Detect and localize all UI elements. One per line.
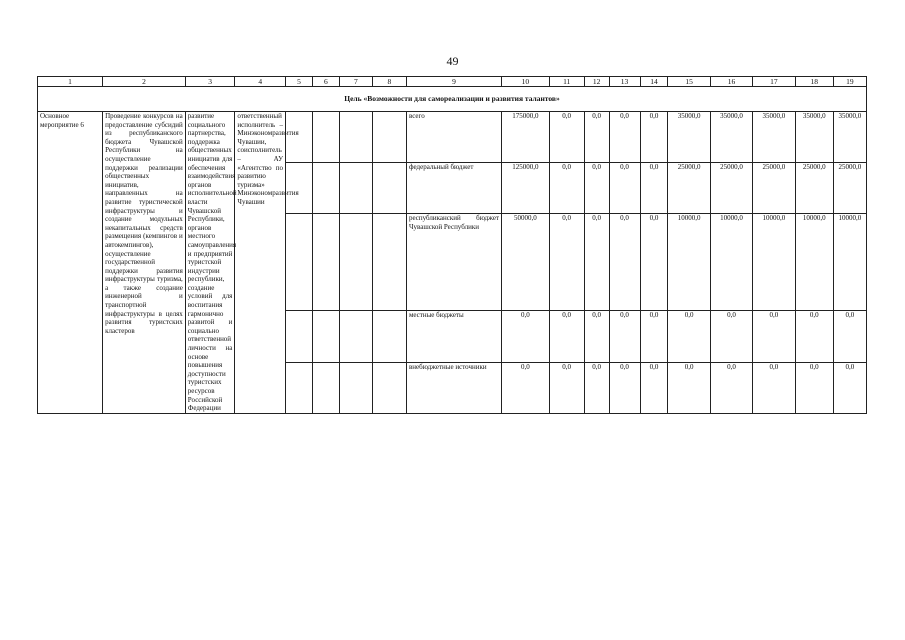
funding-source: внебюджетные источники (406, 362, 501, 413)
column-number: 2 (103, 77, 186, 87)
empty-cell (312, 163, 339, 214)
column-number: 4 (235, 77, 286, 87)
column-number: 10 (502, 77, 550, 87)
value-cell: 0,0 (833, 311, 866, 362)
measure-target: развитие социального партнерства, поддержка общественных инициатив для обеспечения взаимодействия органов исполнительной власти Чувашской Республики, органов местного самоуправления и предприятий туристской индустрии республики, создание условий для воспитания гармонично развитой и социально ответственной личности на основе повышения доступности туристских ресурсов Российской Федерации (185, 112, 235, 414)
column-number: 3 (185, 77, 235, 87)
value-cell: 0,0 (549, 362, 584, 413)
column-number: 12 (584, 77, 609, 87)
value-cell: 0,0 (640, 311, 668, 362)
value-cell: 0,0 (584, 311, 609, 362)
empty-cell (286, 112, 313, 163)
value-cell: 10000,0 (795, 214, 833, 311)
value-cell: 0,0 (795, 311, 833, 362)
goal-row (38, 87, 867, 112)
value-cell: 25000,0 (710, 163, 752, 214)
column-number: 1 (38, 77, 103, 87)
funding-source: всего (406, 112, 501, 163)
value-cell: 0,0 (753, 362, 795, 413)
empty-cell (339, 112, 372, 163)
value-cell: 0,0 (710, 311, 752, 362)
value-cell: 25000,0 (753, 163, 795, 214)
header-row (38, 77, 867, 87)
column-number: 9 (406, 77, 501, 87)
empty-cell (286, 214, 313, 311)
column-number: 7 (339, 77, 372, 87)
value-cell: 0,0 (584, 163, 609, 214)
column-number: 6 (312, 77, 339, 87)
empty-cell (372, 112, 406, 163)
value-cell: 10000,0 (753, 214, 795, 311)
column-number: 18 (795, 77, 833, 87)
empty-cell (286, 311, 313, 362)
table-row (38, 112, 867, 163)
value-cell: 10000,0 (710, 214, 752, 311)
value-cell: 0,0 (640, 214, 668, 311)
value-cell: 0,0 (609, 214, 640, 311)
value-cell: 0,0 (609, 112, 640, 163)
column-number: 13 (609, 77, 640, 87)
value-cell: 25000,0 (795, 163, 833, 214)
empty-cell (372, 311, 406, 362)
measure-name: Проведение конкурсов на предоставление субсидий из республиканского бюджета Чувашской Республики на осуществление поддержки реализации общественных инициатив, направленных на развитие туристической инфраструктуры и создание модульных некапитальных средств размещения (кемпингов и автокемпингов), осуществление государственной поддержки развития инфраструктуры туризма, а также создание инженерной и транспортной инфраструктуры в целях развития туристских кластеров (103, 112, 186, 414)
value-cell: 0,0 (640, 362, 668, 413)
measure-type: Основное мероприятие 6 (38, 112, 103, 414)
empty-cell (372, 214, 406, 311)
value-cell: 0,0 (640, 112, 668, 163)
value-cell: 0,0 (668, 311, 710, 362)
value-cell: 0,0 (753, 311, 795, 362)
value-cell: 0,0 (609, 163, 640, 214)
goal-title: Цель «Возможности для самореализации и развития талантов» (38, 87, 867, 112)
value-cell: 0,0 (549, 112, 584, 163)
value-cell: 0,0 (584, 214, 609, 311)
program-table (37, 76, 867, 414)
value-cell: 35000,0 (668, 112, 710, 163)
funding-source: местные бюджеты (406, 311, 501, 362)
value-cell: 10000,0 (833, 214, 866, 311)
empty-cell (312, 214, 339, 311)
empty-cell (339, 311, 372, 362)
value-cell: 25000,0 (668, 163, 710, 214)
value-cell: 0,0 (609, 311, 640, 362)
value-cell: 50000,0 (502, 214, 550, 311)
empty-cell (339, 163, 372, 214)
empty-cell (312, 362, 339, 413)
value-cell: 0,0 (795, 362, 833, 413)
funding-source: республиканский бюджет Чувашской Республики (406, 214, 501, 311)
column-number: 5 (286, 77, 313, 87)
value-cell: 25000,0 (833, 163, 866, 214)
empty-cell (286, 163, 313, 214)
empty-cell (372, 163, 406, 214)
value-cell: 0,0 (710, 362, 752, 413)
value-cell: 35000,0 (753, 112, 795, 163)
value-cell: 0,0 (584, 112, 609, 163)
empty-cell (312, 112, 339, 163)
column-number: 11 (549, 77, 584, 87)
column-number: 15 (668, 77, 710, 87)
funding-source: федеральный бюджет (406, 163, 501, 214)
value-cell: 0,0 (668, 362, 710, 413)
value-cell: 0,0 (640, 163, 668, 214)
empty-cell (339, 214, 372, 311)
value-cell: 0,0 (609, 362, 640, 413)
value-cell: 0,0 (833, 362, 866, 413)
measure-executor: ответственный исполнитель – Минэкономразвития Чувашии, соисполнитель – АУ «Агентство по развитию туризма» Минэкономразвития Чувашии (235, 112, 286, 414)
value-cell: 0,0 (549, 163, 584, 214)
value-cell: 35000,0 (833, 112, 866, 163)
value-cell: 35000,0 (710, 112, 752, 163)
empty-cell (312, 311, 339, 362)
column-number: 19 (833, 77, 866, 87)
value-cell: 0,0 (549, 311, 584, 362)
empty-cell (286, 362, 313, 413)
column-number: 17 (753, 77, 795, 87)
value-cell: 10000,0 (668, 214, 710, 311)
page-number: 49 (446, 54, 459, 68)
value-cell: 0,0 (502, 362, 550, 413)
value-cell: 125000,0 (502, 163, 550, 214)
value-cell: 0,0 (549, 214, 584, 311)
value-cell: 0,0 (584, 362, 609, 413)
value-cell: 0,0 (502, 311, 550, 362)
column-number: 14 (640, 77, 668, 87)
empty-cell (372, 362, 406, 413)
column-number: 16 (710, 77, 752, 87)
value-cell: 35000,0 (795, 112, 833, 163)
column-number: 8 (372, 77, 406, 87)
value-cell: 175000,0 (502, 112, 550, 163)
empty-cell (339, 362, 372, 413)
